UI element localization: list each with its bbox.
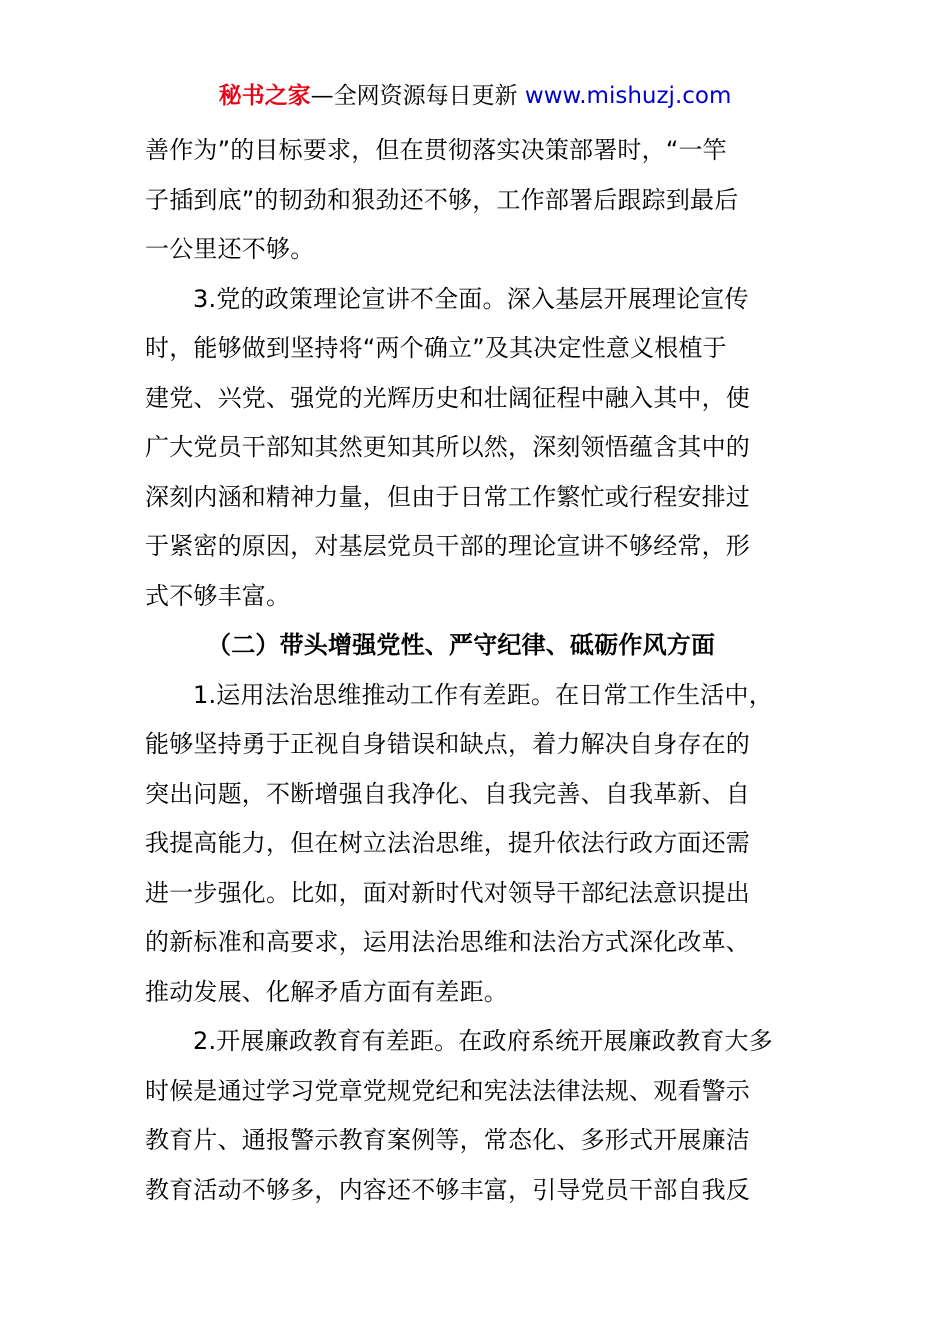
text-line: 突出问题，不断增强自我净化、自我完善、自我革新、自 [145, 779, 750, 808]
text-line: 推动发展、化解矛盾方面有差距。 [145, 977, 508, 1006]
header-tagline: —全网资源每日更新 [310, 83, 525, 109]
text-line: 深刻内涵和精神力量，但由于日常工作繁忙或行程安排过 [145, 482, 750, 511]
text-line: 建党、兴党、强党的光辉历史和壮阔征程中融入其中，使 [145, 383, 750, 412]
text-line: 的新标准和高要求，运用法治思维和法治方式深化改革、 [145, 928, 750, 956]
text-line: 教育片、通报警示教育案例等，常态化、多形式开展廉洁 [145, 1126, 750, 1154]
text-line: 能够坚持勇于正视自身错误和缺点，着力解决自身存在的 [145, 730, 750, 758]
paragraph-start: 3.党的政策理论宣讲不全面。深入基层开展理论宣传 [193, 284, 749, 313]
text-line: 善作为”的目标要求，但在贯彻落实决策部署时，“一竿 [145, 136, 727, 164]
page-header [0, 80, 950, 112]
text-line: 一公里还不够。 [145, 235, 315, 263]
text-line: 进一步强化。比如，面对新时代对领导干部纪法意识提出 [145, 878, 750, 907]
brand-name: 秘书之家 [218, 83, 311, 109]
website-link[interactable]: www.mishuzj.com [524, 83, 732, 109]
paragraph-start: 1.运用法治思维推动工作有差距。在日常工作生活中， [193, 680, 773, 709]
text-line: 时候是通过学习党章党规党纪和宪法法律法规、观看警示 [145, 1076, 750, 1105]
text-line: 教育活动不够多，内容还不够丰富，引导党员干部自我反 [145, 1175, 750, 1204]
document-body [145, 126, 809, 1215]
section-heading: （二）带头增强党性、严守纪律、砥砺作风方面 [207, 631, 716, 659]
text-line: 广大党员干部知其然更知其所以然，深刻领悟蕴含其中的 [145, 433, 750, 461]
text-line: 式不够丰富。 [145, 581, 291, 610]
text-line: 时，能够做到坚持将“两个确立”及其决定性意义根植于 [145, 334, 727, 362]
text-line: 于紧密的原因，对基层党员干部的理论宣讲不够经常，形 [145, 532, 750, 560]
text-line: 子插到底”的韧劲和狠劲还不够，工作部署后跟踪到最后 [145, 185, 739, 214]
text-line: 我提高能力，但在树立法治思维，提升依法行政方面还需 [145, 829, 750, 857]
paragraph-start: 2.开展廉政教育有差距。在政府系统开展廉政教育大多 [193, 1027, 773, 1055]
